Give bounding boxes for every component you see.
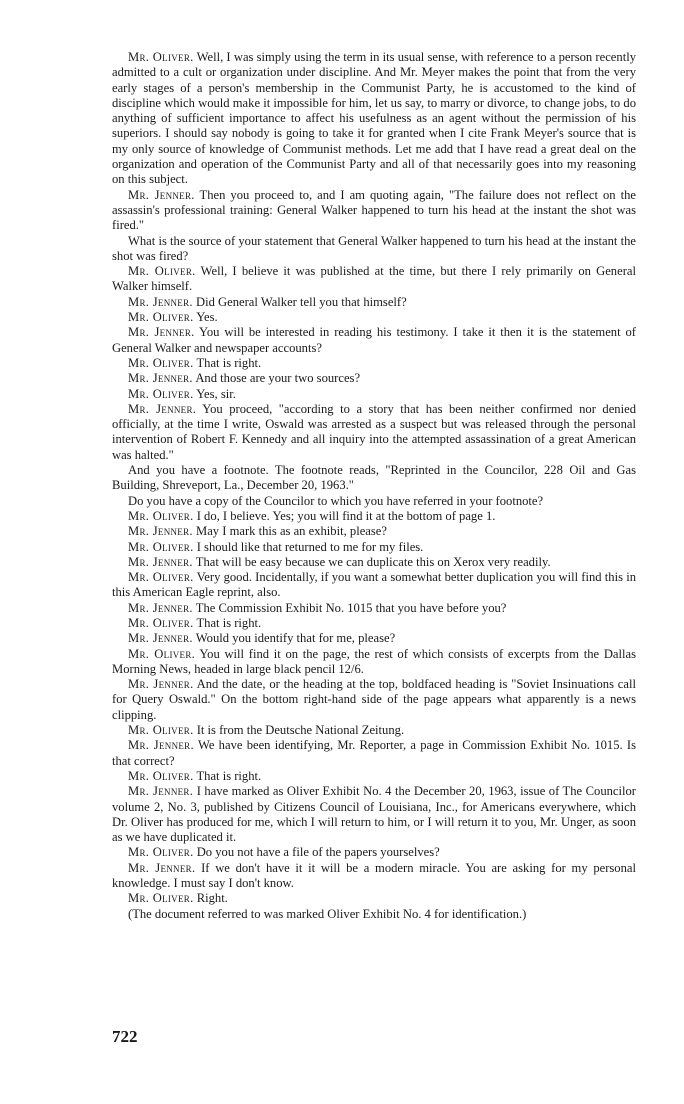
speaker-label: Mr. Oliver. bbox=[128, 891, 194, 906]
transcript-paragraph bbox=[112, 234, 636, 265]
transcript-paragraph bbox=[112, 494, 636, 509]
transcript-paragraph bbox=[112, 723, 636, 738]
speaker-label: Mr. Oliver. bbox=[128, 646, 196, 661]
paragraph-text: Well, I believe it was published at the time, but there I rely primarily on General Walker himself. bbox=[112, 264, 636, 294]
transcript-paragraph bbox=[112, 907, 636, 922]
speaker-label: Mr. Oliver. bbox=[128, 310, 194, 325]
paragraph-text: The Commission Exhibit No. 1015 that you have before you? bbox=[192, 600, 507, 615]
speaker-label: Mr. Oliver. bbox=[128, 615, 194, 630]
speaker-label: Mr. Oliver. bbox=[128, 386, 194, 401]
paragraph-text: Did General Walker tell you that himself? bbox=[192, 294, 407, 309]
transcript-paragraph bbox=[112, 295, 636, 310]
paragraph-text: That is right. bbox=[193, 615, 262, 630]
paragraph-text: You proceed, "according to a story that has been neither confirmed nor denied officially, at the time I write, Oswald was arrested as a suspect but was released through the personal intervention of Robert F. Kennedy and all inquiry into the attempted assassination of a great American was halted." bbox=[112, 401, 636, 462]
transcript-paragraph bbox=[112, 555, 636, 570]
transcript-paragraph bbox=[112, 861, 636, 892]
transcript-paragraph bbox=[112, 463, 636, 494]
paragraph-text: Do you not have a file of the papers yourselves? bbox=[193, 845, 440, 860]
transcript-paragraph bbox=[112, 784, 636, 845]
transcript-paragraph bbox=[112, 570, 636, 601]
paragraph-text: And you have a footnote. The footnote reads, "Reprinted in the Councilor, 228 Oil and Gas Building, Shreveport, La., December 20, 1963." bbox=[112, 463, 636, 493]
paragraph-text: (The document referred to was marked Oliver Exhibit No. 4 for identification.) bbox=[128, 906, 527, 921]
paragraph-text: I have marked as Oliver Exhibit No. 4 the December 20, 1963, issue of The Councilor volume 2, No. 3, published by Citizens Council of Louisiana, Inc., for Americans everywhere, which Dr. Oliver has produced for me, which I will return to him, or I will return it to you, Mr. Unger, as soon as we have duplicated it. bbox=[112, 784, 636, 845]
paragraph-text: Yes. bbox=[193, 310, 218, 325]
transcript-paragraph bbox=[112, 845, 636, 860]
transcript-paragraph bbox=[112, 540, 636, 555]
transcript-paragraph bbox=[112, 738, 636, 769]
paragraph-text: Well, I was simply using the term in its usual sense, with reference to a person recently admitted to a cult or organization under discipline. And Mr. Meyer makes the point that from the very early stages of a person's membership in the Communist Party, he is accustomed to the kind of discipline which would make it impossible for him, let us say, to marry or divorce, to change jobs, to do anything of sufficient importance to affect his usefulness as an agent without the permission of his superiors. I should say nobody is going to take it for granted when I cite Frank Meyer's source that is my only source of knowledge of Communist methods. Let me add that I have read a great deal on the organization and operation of the Communist Party and all of that necessarily goes into my reasoning on this subject. bbox=[112, 50, 636, 187]
speaker-label: Mr. Jenner. bbox=[128, 554, 193, 569]
speaker-label: Mr. Oliver. bbox=[128, 570, 194, 585]
paragraph-text: And the date, or the heading at the top, boldfaced heading is "Soviet Insinuations call for Query Oswald." On the bottom right-hand side of the page appears what apparently is a news clipping. bbox=[112, 677, 636, 722]
transcript-paragraph bbox=[112, 769, 636, 784]
speaker-label: Mr. Jenner. bbox=[128, 325, 195, 340]
paragraph-text: That is right. bbox=[193, 768, 262, 783]
transcript-paragraph bbox=[112, 524, 636, 539]
transcript-paragraph bbox=[112, 601, 636, 616]
paragraph-text: If we don't have it it will be a modern miracle. You are asking for my personal knowledge. I must say I don't know. bbox=[112, 860, 636, 891]
transcript-paragraph bbox=[112, 371, 636, 386]
speaker-label: Mr. Oliver. bbox=[128, 264, 196, 279]
speaker-label: Mr. Jenner. bbox=[128, 371, 193, 386]
paragraph-text: Very good. Incidentally, if you want a somewhat better duplication you will find this in this American Eagle reprint, also. bbox=[112, 570, 636, 600]
paragraph-text: You will find it on the page, the rest of which consists of excerpts from the Dallas Morning News, headed in large black pencil 12/6. bbox=[112, 646, 636, 676]
transcript-paragraph bbox=[112, 677, 636, 723]
paragraph-text: Then you proceed to, and I am quoting again, "The failure does not reflect on the assassin's professional training: General Walker happened to turn his head at the instant the shot was fired." bbox=[112, 187, 636, 233]
paragraph-text: May I mark this as an exhibit, please? bbox=[192, 524, 387, 539]
speaker-label: Mr. Oliver. bbox=[128, 508, 194, 523]
paragraph-text: That is right. bbox=[193, 355, 262, 370]
transcript-paragraph bbox=[112, 387, 636, 402]
paragraph-text: That will be easy because we can duplicate this on Xerox very readily. bbox=[192, 554, 551, 569]
transcript-paragraph bbox=[112, 509, 636, 524]
speaker-label: Mr. Jenner. bbox=[128, 784, 194, 799]
transcript-page bbox=[112, 50, 636, 922]
speaker-label: Mr. Jenner. bbox=[128, 631, 193, 646]
transcript-paragraph bbox=[112, 50, 636, 188]
transcript-paragraph bbox=[112, 647, 636, 678]
transcript-paragraph bbox=[112, 616, 636, 631]
paragraph-text: We have been identifying, Mr. Reporter, a page in Commission Exhibit No. 1015. Is that correct? bbox=[112, 738, 636, 768]
transcript-paragraph bbox=[112, 356, 636, 371]
speaker-label: Mr. Oliver. bbox=[128, 845, 194, 860]
speaker-label: Mr. Jenner. bbox=[128, 738, 194, 753]
paragraph-text: What is the source of your statement that General Walker happened to turn his head at the instant the shot was fired? bbox=[112, 233, 636, 263]
speaker-label: Mr. Oliver. bbox=[128, 723, 194, 738]
paragraph-text: I should like that returned to me for my files. bbox=[193, 539, 424, 554]
speaker-label: Mr. Jenner. bbox=[128, 524, 193, 539]
transcript-paragraph bbox=[112, 402, 636, 463]
speaker-label: Mr. Oliver. bbox=[128, 768, 194, 783]
speaker-label: Mr. Jenner. bbox=[128, 860, 196, 875]
speaker-label: Mr. Jenner. bbox=[128, 187, 195, 202]
speaker-label: Mr. Oliver. bbox=[128, 50, 194, 64]
speaker-label: Mr. Jenner. bbox=[128, 401, 197, 416]
speaker-label: Mr. Jenner. bbox=[128, 600, 193, 615]
speaker-label: Mr. Jenner. bbox=[128, 294, 193, 309]
speaker-label: Mr. Oliver. bbox=[128, 355, 194, 370]
paragraph-text: Right. bbox=[193, 891, 228, 906]
page-number: 722 bbox=[112, 1027, 138, 1046]
paragraph-text: You will be interested in reading his testimony. I take it then it is the statement of General Walker and newspaper accounts? bbox=[112, 325, 636, 355]
transcript-paragraph bbox=[112, 891, 636, 906]
transcript-paragraph bbox=[112, 631, 636, 646]
transcript-paragraph bbox=[112, 325, 636, 356]
paragraph-text: I do, I believe. Yes; you will find it at the bottom of page 1. bbox=[193, 508, 496, 523]
speaker-label: Mr. Oliver. bbox=[128, 539, 194, 554]
paragraph-text: And those are your two sources? bbox=[192, 371, 361, 386]
transcript-paragraph bbox=[112, 188, 636, 234]
transcript-paragraph bbox=[112, 310, 636, 325]
paragraph-text: Do you have a copy of the Councilor to which you have referred in your footnote? bbox=[128, 493, 544, 508]
speaker-label: Mr. Jenner. bbox=[128, 677, 194, 692]
transcript-paragraph bbox=[112, 264, 636, 295]
paragraph-text: Yes, sir. bbox=[193, 386, 236, 401]
paragraph-text: It is from the Deutsche National Zeitung. bbox=[193, 723, 405, 738]
paragraph-text: Would you identify that for me, please? bbox=[192, 631, 396, 646]
